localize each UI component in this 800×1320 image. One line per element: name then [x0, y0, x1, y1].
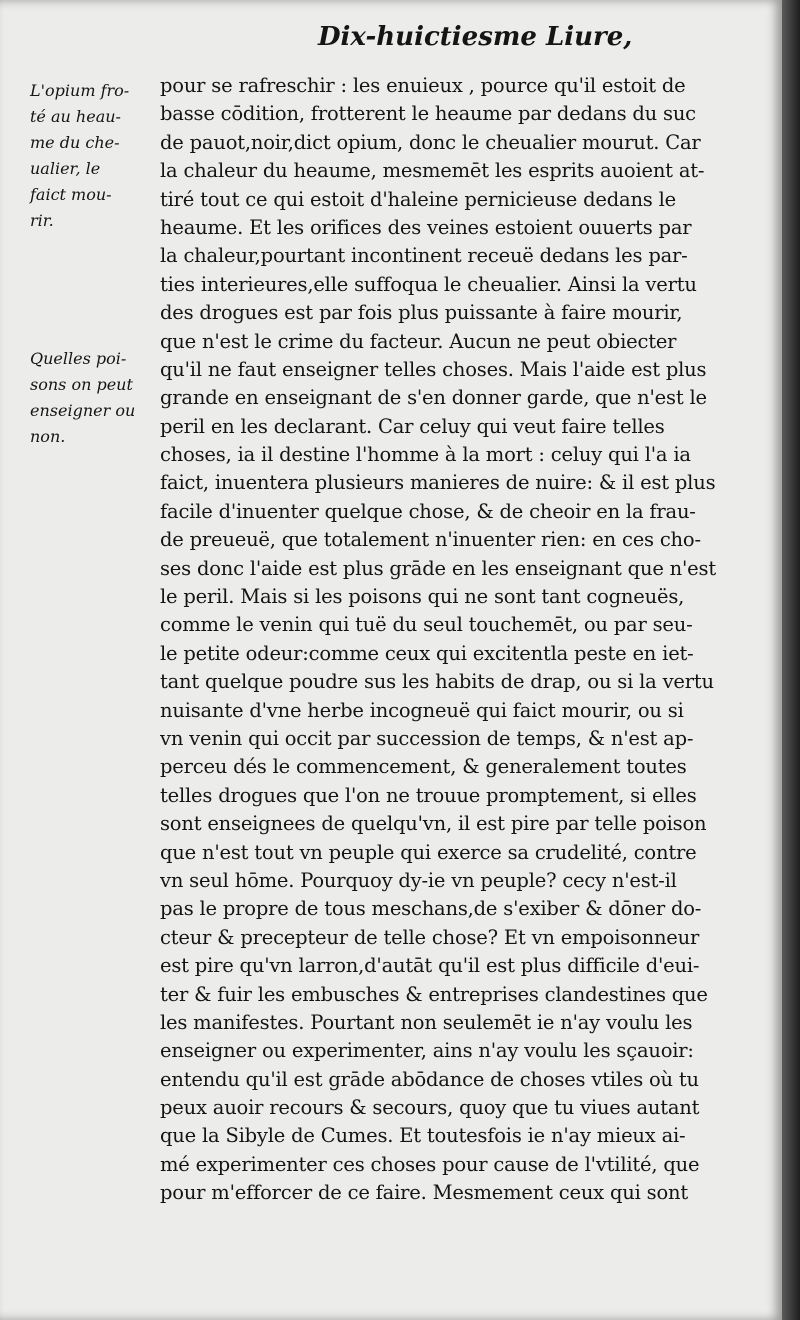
text-line: les manifestes. Pourtant non seulemēt ie n'ay voulu les [160, 1010, 693, 1034]
text-line: de pauot,noir,dict opium, donc le cheualier mourut. Car [160, 130, 701, 154]
text-line: est pire qu'vn larron,d'autāt qu'il est plus difficile d'eui- [160, 954, 700, 978]
margin-note-line: faict mou- [30, 185, 112, 204]
text-line: peril en les declarant. Car celuy qui veut faire telles [160, 414, 665, 438]
running-header: Dix-huictiesme Liure, [318, 22, 633, 52]
text-line: facile d'inuenter quelque chose, & de cheoir en la frau- [160, 499, 696, 523]
margin-note-line: me du che- [30, 133, 120, 152]
text-line: mé experimenter ces choses pour cause de l'vtilité, que [160, 1152, 700, 1176]
page-edge-shadow [782, 0, 800, 1320]
text-line: le peril. Mais si les poisons qui ne sont tant cogneuës, [160, 585, 685, 609]
text-line: que n'est tout vn peuple qui exerce sa crudelité, contre [160, 840, 697, 864]
text-line: pas le propre de tous meschans,de s'exiber & dōner do- [160, 897, 702, 921]
margin-note-line: enseigner ou [30, 401, 136, 420]
text-line: sont enseignees de quelqu'vn, il est pire par telle poison [160, 812, 707, 836]
text-line: nuisante d'vne herbe incogneuë qui faict mourir, ou si [160, 698, 684, 722]
text-line: que n'est le crime du facteur. Aucun ne peut obiecter [160, 329, 677, 353]
text-line: qu'il ne faut enseigner telles choses. Mais l'aide est plus [160, 357, 707, 381]
margin-note-line: non. [30, 427, 66, 446]
text-line: pour m'efforcer de ce faire. Mesmement ceux qui sont [160, 1181, 688, 1205]
text-line: la chaleur du heaume, mesmemēt les esprits auoient at- [160, 159, 705, 183]
text-line: des drogues est par fois plus puissante à faire mourir, [160, 301, 683, 325]
margin-note-line: rir. [30, 211, 54, 230]
text-line: le petite odeur:comme ceux qui excitentla peste en iet- [160, 641, 694, 665]
text-line: cteur & precepteur de telle chose? Et vn empoisonneur [160, 925, 700, 949]
text-line: vn seul hōme. Pourquoy dy-ie vn peuple? cecy n'est-il [160, 868, 677, 892]
text-line: entendu qu'il est grāde abōdance de choses vtiles où tu [160, 1067, 699, 1091]
text-line: perceu dés le commencement, & generalement toutes [160, 755, 687, 779]
text-line: telles drogues que l'on ne trouue promptement, si elles [160, 783, 697, 807]
margin-note-line: Quelles poi- [30, 349, 127, 368]
margin-note-line: té au heau- [30, 107, 121, 126]
margin-note-line: L'opium fro- [30, 81, 130, 100]
text-line: basse cōdition, frotterent le heaume par dedans du suc [160, 102, 696, 126]
body-text [160, 72, 766, 1208]
text-line: ses donc l'aide est plus grāde en les enseignant que n'est [160, 556, 716, 580]
text-line: peux auoir recours & secours, quoy que tu viues autant [160, 1096, 700, 1120]
text-line: choses, ia il destine l'homme à la mort : celuy qui l'a ia [160, 443, 691, 467]
text-line: enseigner ou experimenter, ains n'ay voulu les sçauoir: [160, 1039, 694, 1063]
text-line: de preueuë, que totalement n'inuenter rien: en ces cho- [160, 528, 701, 552]
margin-note-line: sons on peut [30, 375, 133, 394]
margin-note-poisons [30, 346, 158, 450]
text-line: ties interieures,elle suffoqua le cheualier. Ainsi la vertu [160, 272, 697, 296]
text-line: faict, inuentera plusieurs manieres de nuire: & il est plus [160, 471, 716, 495]
text-line: la chaleur,pourtant incontinent receuë dedans les par- [160, 244, 688, 268]
margin-note-opium [30, 78, 158, 234]
text-line: vn venin qui occit par succession de temps, & n'est ap- [160, 726, 694, 750]
text-line: heaume. Et les orifices des veines estoient ouuerts par [160, 215, 692, 239]
text-line: grande en enseignant de s'en donner garde, que n'est le [160, 386, 707, 410]
text-line: tiré tout ce qui estoit d'haleine pernicieuse dedans le [160, 187, 676, 211]
text-line: pour se rafreschir : les enuieux , pource qu'il estoit de [160, 74, 686, 97]
text-line: tant quelque poudre sus les habits de drap, ou si la vertu [160, 670, 714, 694]
text-line: ter & fuir les embusches & entreprises clandestines que [160, 982, 708, 1006]
margin-note-line: ualier, le [30, 159, 101, 178]
text-line: que la Sibyle de Cumes. Et toutesfois ie n'ay mieux ai- [160, 1124, 686, 1148]
text-line: comme le venin qui tuë du seul touchemēt, ou par seu- [160, 613, 693, 637]
